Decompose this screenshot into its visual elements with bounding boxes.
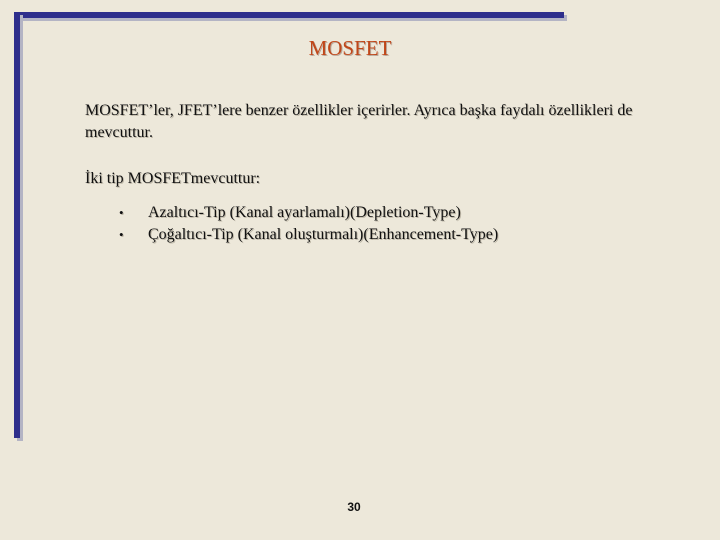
bullet-item-depletion [119, 202, 685, 224]
bullet-item-enhancement [119, 224, 685, 246]
slide-title: MOSFET [308, 36, 392, 60]
slide-frame-left-bar [14, 12, 20, 438]
bullet-text: Azaltıcı-Tip (Kanal ayarlamalı)(Depletion-Type) [148, 204, 461, 221]
slide-frame-top-bar [14, 12, 564, 18]
bullet-text: Çoğaltıcı-Tip (Kanal oluşturmalı)(Enhancement-Type) [148, 226, 499, 243]
bullet-list [85, 202, 685, 246]
page-number: 30 [347, 500, 361, 514]
types-heading: İki tip MOSFETmevcuttur: [85, 170, 261, 187]
bullet-dot-icon: • [119, 227, 124, 242]
slide-body [85, 100, 685, 246]
intro-paragraph: MOSFET’ler, JFET’lere benzer özellikler içerirler. Ayrıca başka faydalı özellikleri de mevcuttur. [85, 102, 633, 141]
bullet-dot-icon: • [119, 205, 124, 220]
